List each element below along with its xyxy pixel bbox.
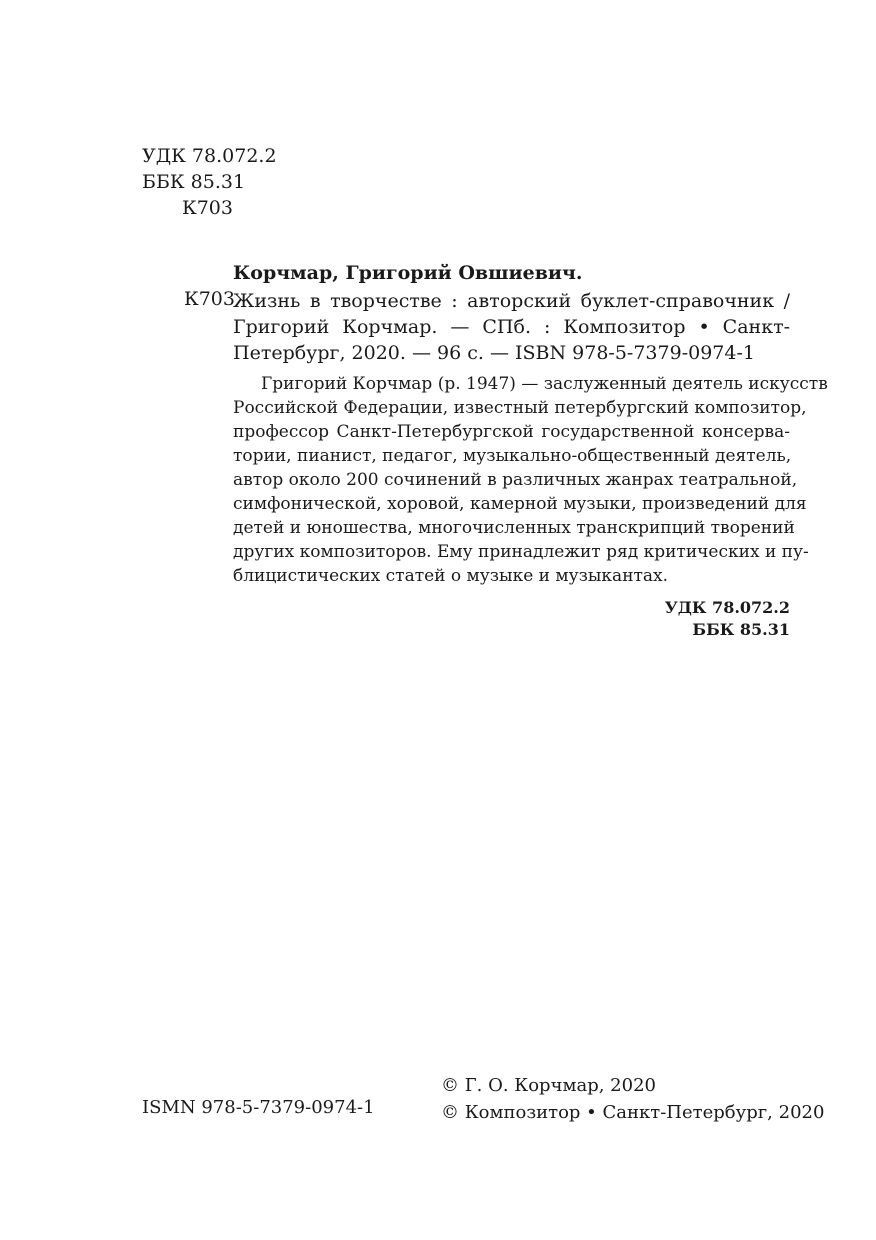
annotation-line: тории, пианист, педагог, музыкально-общественный деятель, <box>233 446 792 466</box>
udk-code: УДК 78.072.2 <box>142 145 277 167</box>
ismn-number: ISMN 978-5-7379-0974-1 <box>142 1097 375 1118</box>
copyright-author: © Г. О. Корчмар, 2020 <box>441 1075 656 1096</box>
bibliographic-description <box>233 288 790 366</box>
annotation-line: других композиторов. Ему принадлежит ряд критических и пу- <box>233 542 809 562</box>
udk-code-bottom: УДК 78.072.2 <box>664 598 790 617</box>
bbk-code: ББК 85.31 <box>142 171 246 193</box>
annotation-line: профессор Санкт-Петербургской государственной консерва- <box>233 422 790 442</box>
annotation-line: Российской Федерации, известный петербургский композитор, <box>233 398 807 418</box>
classification-block-top <box>142 143 277 221</box>
cutter-code: К703 <box>182 197 233 219</box>
annotation-line: Григорий Корчмар (р. 1947) — заслуженный деятель искусств <box>261 374 828 394</box>
bbk-code-bottom: ББК 85.31 <box>692 620 790 639</box>
annotation-paragraph <box>233 372 828 588</box>
author-heading: Корчмар, Григорий Овшиевич. <box>233 262 583 284</box>
copyright-block <box>441 1072 824 1126</box>
description-line: Петербург, 2020. — 96 с. — ISBN 978-5-7379-0974-1 <box>233 342 755 364</box>
classification-block-bottom <box>665 597 790 641</box>
description-line: Григорий Корчмар. — СПб. : Композитор • Санкт- <box>233 316 790 338</box>
annotation-line: симфонической, хоровой, камерной музыки, произведений для <box>233 494 807 514</box>
record-cutter-code: К703 <box>184 288 235 310</box>
annotation-line: автор около 200 сочинений в различных жанрах театральной, <box>233 470 798 490</box>
annotation-line: детей и юношества, многочисленных транскрипций творений <box>233 518 795 538</box>
description-line: Жизнь в творчестве : авторский буклет-справочник / <box>233 290 790 312</box>
copyright-publisher: © Композитор • Санкт-Петербург, 2020 <box>441 1102 825 1123</box>
annotation-line: блицистических статей о музыке и музыкантах. <box>233 566 669 586</box>
